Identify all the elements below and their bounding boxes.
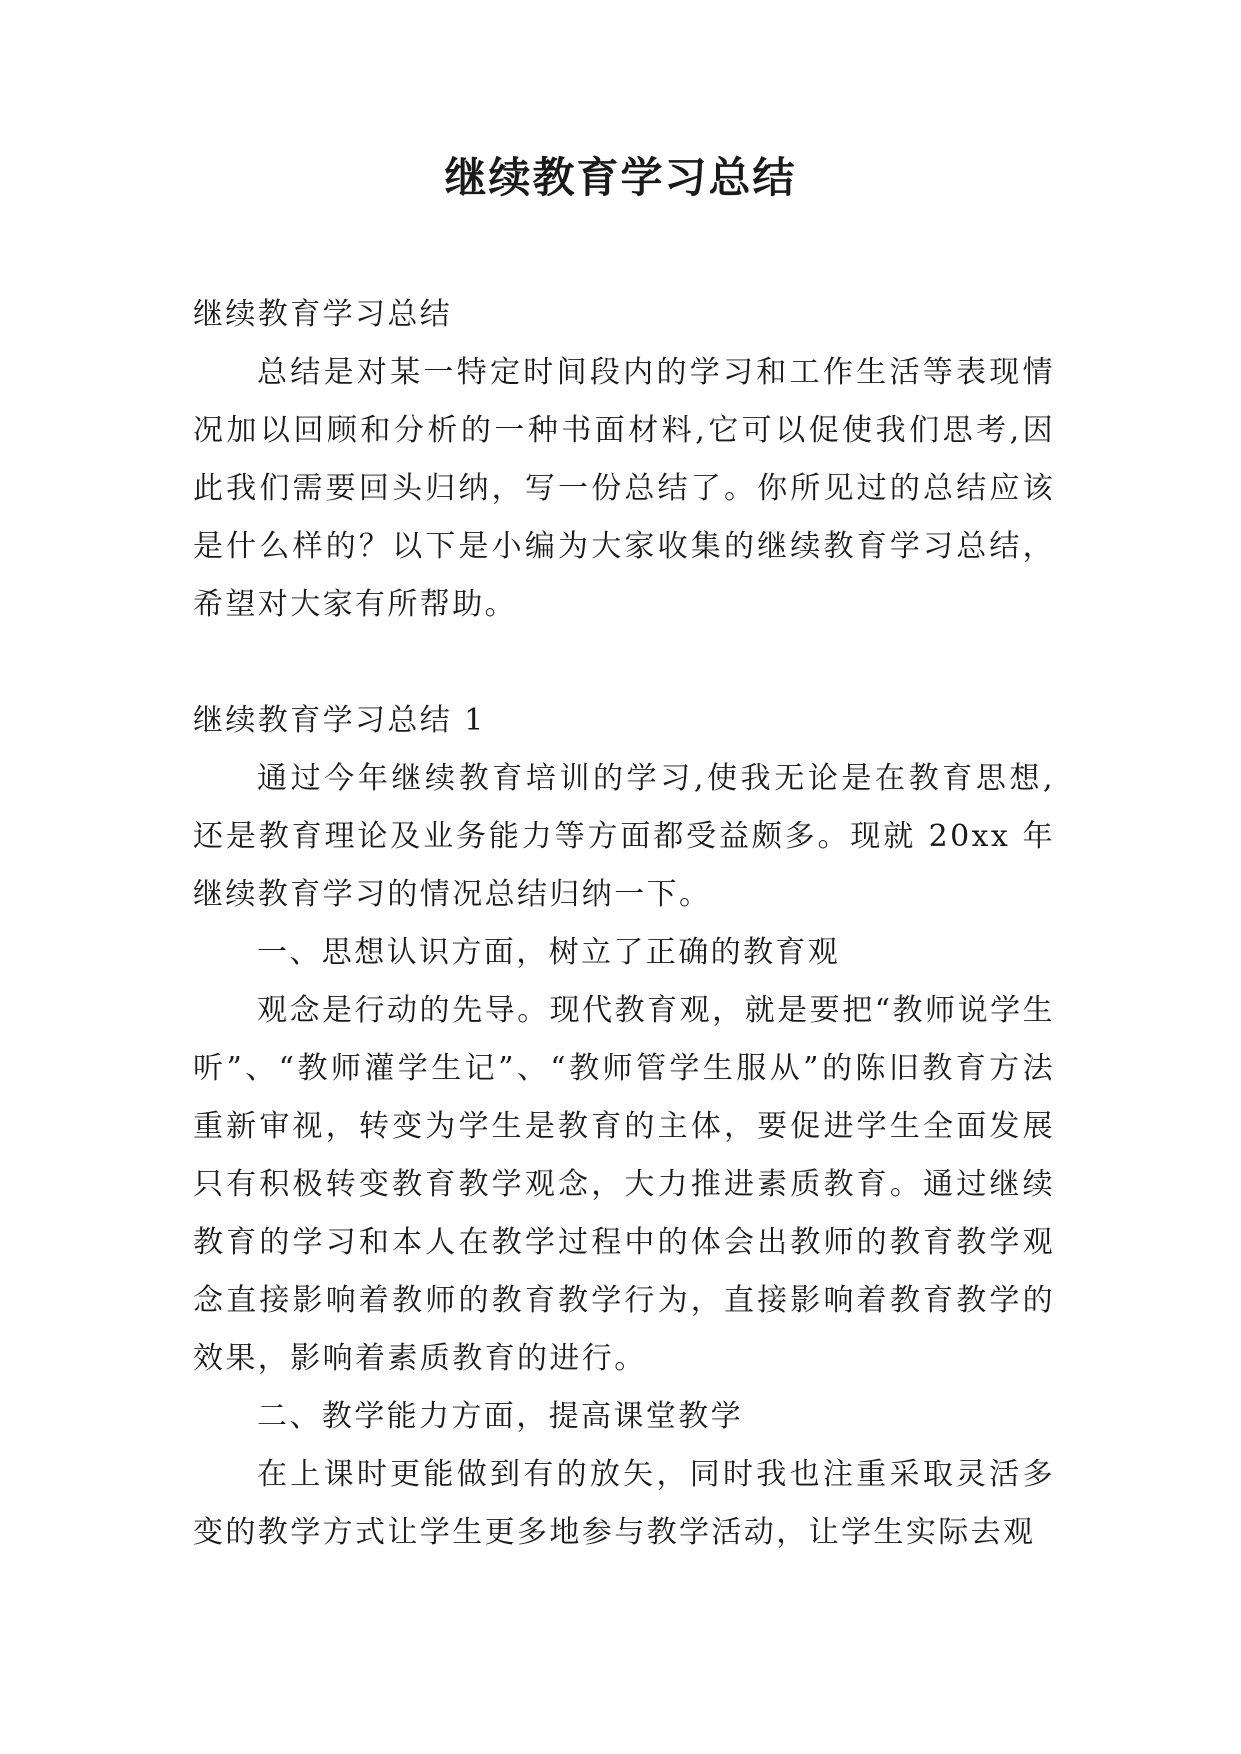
intro-paragraph: 总结是对某一特定时间段内的学习和工作生活等表现情况加以回顾和分析的一种书面材料,它可以促使我们思考,因此我们需要回头归纳，写一份总结了。你所见过的总结应该是什么样的？以下是小编为大家收集的继续教育学习总结，希望对大家有所帮助。 (193, 355, 1055, 622)
point1-heading: 一、思想认识方面，树立了正确的教育观 (257, 935, 841, 970)
section1-paragraph: 通过今年继续教育培训的学习,使我无论是在教育思想,还是教育理论及业务能力等方面都受益颇多。现就 20xx 年继续教育学习的情况总结归纳一下。 (193, 761, 1055, 912)
section-gap (193, 634, 1055, 692)
document-title: 继续教育学习总结 (444, 153, 797, 202)
point2-paragraph: 在上课时更能做到有的放矢，同时我也注重采取灵活多变的教学方式让学生更多地参与教学活动，让学生实际去观 (193, 1457, 1055, 1550)
intro-heading: 继续教育学习总结 (193, 297, 453, 332)
document-body (193, 286, 1055, 1562)
point2-heading: 二、教学能力方面，提高课堂教学 (257, 1399, 743, 1434)
point1-paragraph: 观念是行动的先导。现代教育观，就是要把“教师说学生听”、“教师灌学生记”、“教师管学生服从”的陈旧教育方法重新审视，转变为学生是教育的主体，要促进学生全面发展只有积极转变教育教学观念，大力推进素质教育。通过继续教育的学习和本人在教学过程中的体会出教师的教育教学观念直接影响着教师的教育教学行为，直接影响着教育教学的效果，影响着素质教育的进行。 (193, 993, 1055, 1376)
section1-heading: 继续教育学习总结 1 (193, 703, 486, 738)
